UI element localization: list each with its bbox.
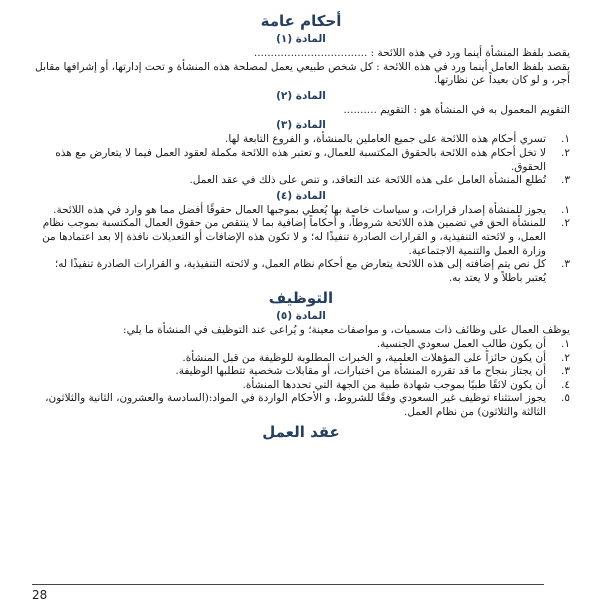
list-item bbox=[32, 217, 570, 258]
list-item-number: ١. bbox=[561, 133, 570, 146]
list-item bbox=[32, 133, 570, 147]
list-item bbox=[32, 204, 570, 218]
article-title: المادة (٢) bbox=[276, 89, 326, 102]
list-item-number: ٢. bbox=[561, 146, 570, 159]
paragraph: يقصد بلفظ المنشأة أينما ورد في هذه اللائحة : .................................. bbox=[253, 47, 570, 59]
list-item bbox=[32, 352, 570, 366]
paragraph: يقصد بلفظ العامل أينما ورد في هذه اللائحة : كل شخص طبيعي يعمل لمصلحة هذه المنشأة و تحت إدارتها، أو إشرافها مقابل أجر، و لو كان بعيداً عن نظارتها. bbox=[35, 60, 570, 87]
list-item-number: ٤. bbox=[561, 378, 570, 391]
list-item-text: يجوز استثناء توظيف غير السعودي وفقًا للشروط، و الأحكام الواردة في المواد:(السادسة والعشرون، الثانية والثلاثون، الثالثة والثلاثون) من نظام العمل. bbox=[45, 392, 546, 418]
list-item-text: كل نص يتم إضافته إلى هذه اللائحة يتعارض مع أحكام نظام العمل، و لائحته التنفيذية، و القرارات الصادرة تنفيذًا له؛ يُعتبر باطلاً و لا يعتد به. bbox=[54, 258, 546, 284]
page-number: 28 bbox=[32, 588, 48, 602]
list-item bbox=[32, 392, 570, 419]
list-item-text: أن يكون لائقًا طبيًا بموجب شهادة طبية من الجهة التي تحددها المنشأة. bbox=[242, 378, 546, 391]
list-item-number: ٢. bbox=[561, 351, 570, 364]
section-heading-employment: التوظيف bbox=[268, 289, 334, 308]
list-item-number: ٢. bbox=[561, 217, 570, 230]
list-item-number: ٣. bbox=[561, 365, 570, 378]
page-footer bbox=[0, 580, 600, 606]
list-item bbox=[32, 365, 570, 379]
list-item-number: ٣. bbox=[561, 258, 570, 271]
list-item-text: يجوز للمنشأة إصدار قرارات، و سياسات خاصة بها يُعطي بموجبها العمال حقوقًا أفضل مما هو وارد في هذه اللائحة. bbox=[53, 203, 546, 216]
paragraph: التقويم المعمول به في المنشأة هو : التقويم .......... bbox=[343, 103, 570, 116]
paragraph: يوظف العمال على وظائف ذات مسميات، و مواصفات معينة؛ و يُراعى عند التوظيف في المنشأة ما يلي: bbox=[123, 324, 570, 337]
list-item bbox=[32, 174, 570, 188]
section-heading-general-provisions: أحكام عامة bbox=[260, 12, 342, 30]
list-item-number: ٣. bbox=[561, 174, 570, 187]
list-item bbox=[32, 147, 570, 174]
footer-divider bbox=[32, 584, 544, 585]
list-item-number: ١. bbox=[561, 203, 570, 216]
list-item-text: للمنشأة الحق في تضمين هذه اللائحة شروطاً، و أحكاماً إضافية بما لا ينتقص من حقوق العمال المكتسبة بموجب نظام العمل، و لائحته التنفيذية، و القرارات الصادرة تنفيذًا له؛ و لا تكون هذه الإضافات أو التعديلات نافذة إلا بعد اعتمادها من وزارة العمل والتنمية الاجتماعية. bbox=[42, 217, 546, 257]
list-item-text: أن يجتاز بنجاح ما قد تقرره المنشأة من اختبارات، أو مقابلات شخصية تتطلبها الوظيفة. bbox=[175, 365, 546, 378]
list-item bbox=[32, 379, 570, 393]
list-item-number: ١. bbox=[561, 337, 570, 350]
list-item-text: تُطلع المنشأة العامل على هذه اللائحة عند التعاقد، و تنص على ذلك في عقد العمل. bbox=[189, 174, 546, 187]
document-page bbox=[32, 8, 570, 598]
list-item bbox=[32, 258, 570, 285]
section-heading-employment-contract: عقد العمل bbox=[262, 423, 340, 442]
article-title: المادة (٤) bbox=[276, 189, 326, 202]
list-item-text: أن يكون طالب العمل سعودي الجنسية. bbox=[376, 337, 546, 350]
article-title: المادة (١) bbox=[276, 33, 326, 45]
article-title: المادة (٣) bbox=[276, 119, 326, 132]
list-item bbox=[32, 338, 570, 352]
list-item-text: أن يكون حائزاً على المؤهلات العلمية، و الخبرات المطلوبة للوظيفة من قبل المنشأة. bbox=[182, 351, 546, 364]
list-item-text: تسري أحكام هذه اللائحة على جميع العاملين بالمنشأة، و الفروع التابعة لها. bbox=[225, 133, 546, 146]
list-item-text: لا تخل أحكام هذه اللائحة بالحقوق المكتسبة للعمال، و تعتبر هذه اللائحة مكملة لعقود العمل فيما لا يتعارض مع هذه الحقوق. bbox=[55, 146, 546, 173]
list-item-number: ٥. bbox=[561, 392, 570, 405]
article-title: المادة (٥) bbox=[276, 310, 326, 323]
